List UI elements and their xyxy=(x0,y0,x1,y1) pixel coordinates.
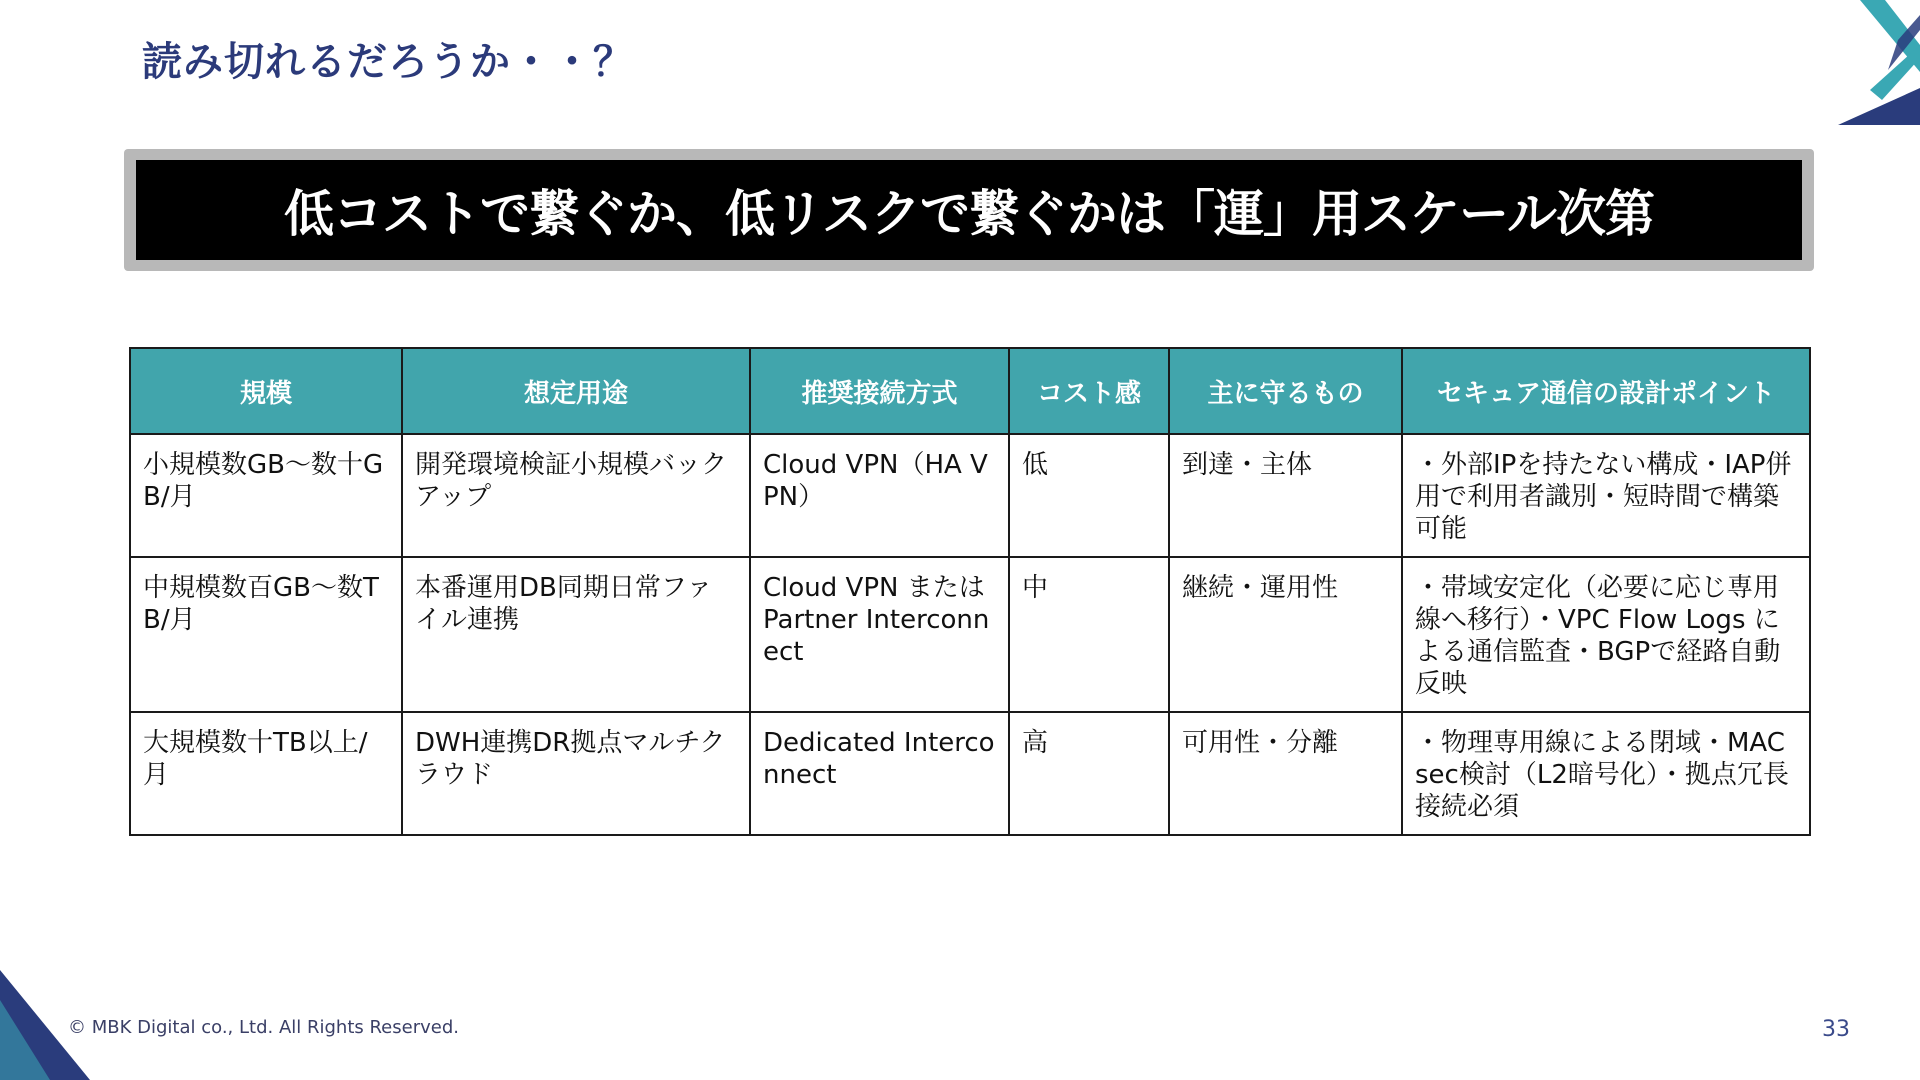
table-cell: ・物理専用線による閉域・MACsec検討（L2暗号化）・拠点冗長接続必須 xyxy=(1402,712,1810,835)
table-row xyxy=(130,434,1810,557)
table-cell: 小規模数GB～数十GB/月 xyxy=(130,434,402,557)
header-cost: コスト感 xyxy=(1009,348,1169,434)
table-cell: 高 xyxy=(1009,712,1169,835)
table-header-row xyxy=(130,348,1810,434)
header-design-points: セキュア通信の設計ポイント xyxy=(1402,348,1810,434)
table-cell: 中 xyxy=(1009,557,1169,712)
corner-stripes-decoration xyxy=(1810,0,1920,125)
header-use-case: 想定用途 xyxy=(402,348,750,434)
banner-text: 低コストで繋ぐか、低リスクで繋ぐかは「運」用スケール次第 xyxy=(284,185,1654,243)
table-cell: 本番運用DB同期日常ファイル連携 xyxy=(402,557,750,712)
table-cell: Dedicated Interconnect xyxy=(750,712,1009,835)
table-row xyxy=(130,712,1810,835)
table-cell: 可用性・分離 xyxy=(1169,712,1402,835)
headline-banner xyxy=(124,149,1814,271)
table-cell: 中規模数百GB～数TB/月 xyxy=(130,557,402,712)
page-number: 33 xyxy=(1822,1017,1850,1042)
table-cell: DWH連携DR拠点マルチクラウド xyxy=(402,712,750,835)
comparison-table xyxy=(129,347,1811,836)
table-cell: Cloud VPN（HA VPN） xyxy=(750,434,1009,557)
table-cell: 開発環境検証小規模バックアップ xyxy=(402,434,750,557)
table-cell: ・外部IPを持たない構成・IAP併用で利用者識別・短時間で構築可能 xyxy=(1402,434,1810,557)
table-row xyxy=(130,557,1810,712)
header-connection-method: 推奨接続方式 xyxy=(750,348,1009,434)
table-cell: 大規模数十TB以上/月 xyxy=(130,712,402,835)
table-cell: ・帯域安定化（必要に応じ専用線へ移行）・VPC Flow Logs による通信監査・BGPで経路自動反映 xyxy=(1402,557,1810,712)
table-cell: 低 xyxy=(1009,434,1169,557)
table-cell: 継続・運用性 xyxy=(1169,557,1402,712)
table-cell: Cloud VPN または Partner Interconnect xyxy=(750,557,1009,712)
page-title: 読み切れるだろうか・・？ xyxy=(142,39,634,85)
table-cell: 到達・主体 xyxy=(1169,434,1402,557)
header-protection: 主に守るもの xyxy=(1169,348,1402,434)
copyright-footer: © MBK Digital co., Ltd. All Rights Reserved. xyxy=(68,1017,459,1038)
header-scale: 規模 xyxy=(130,348,402,434)
